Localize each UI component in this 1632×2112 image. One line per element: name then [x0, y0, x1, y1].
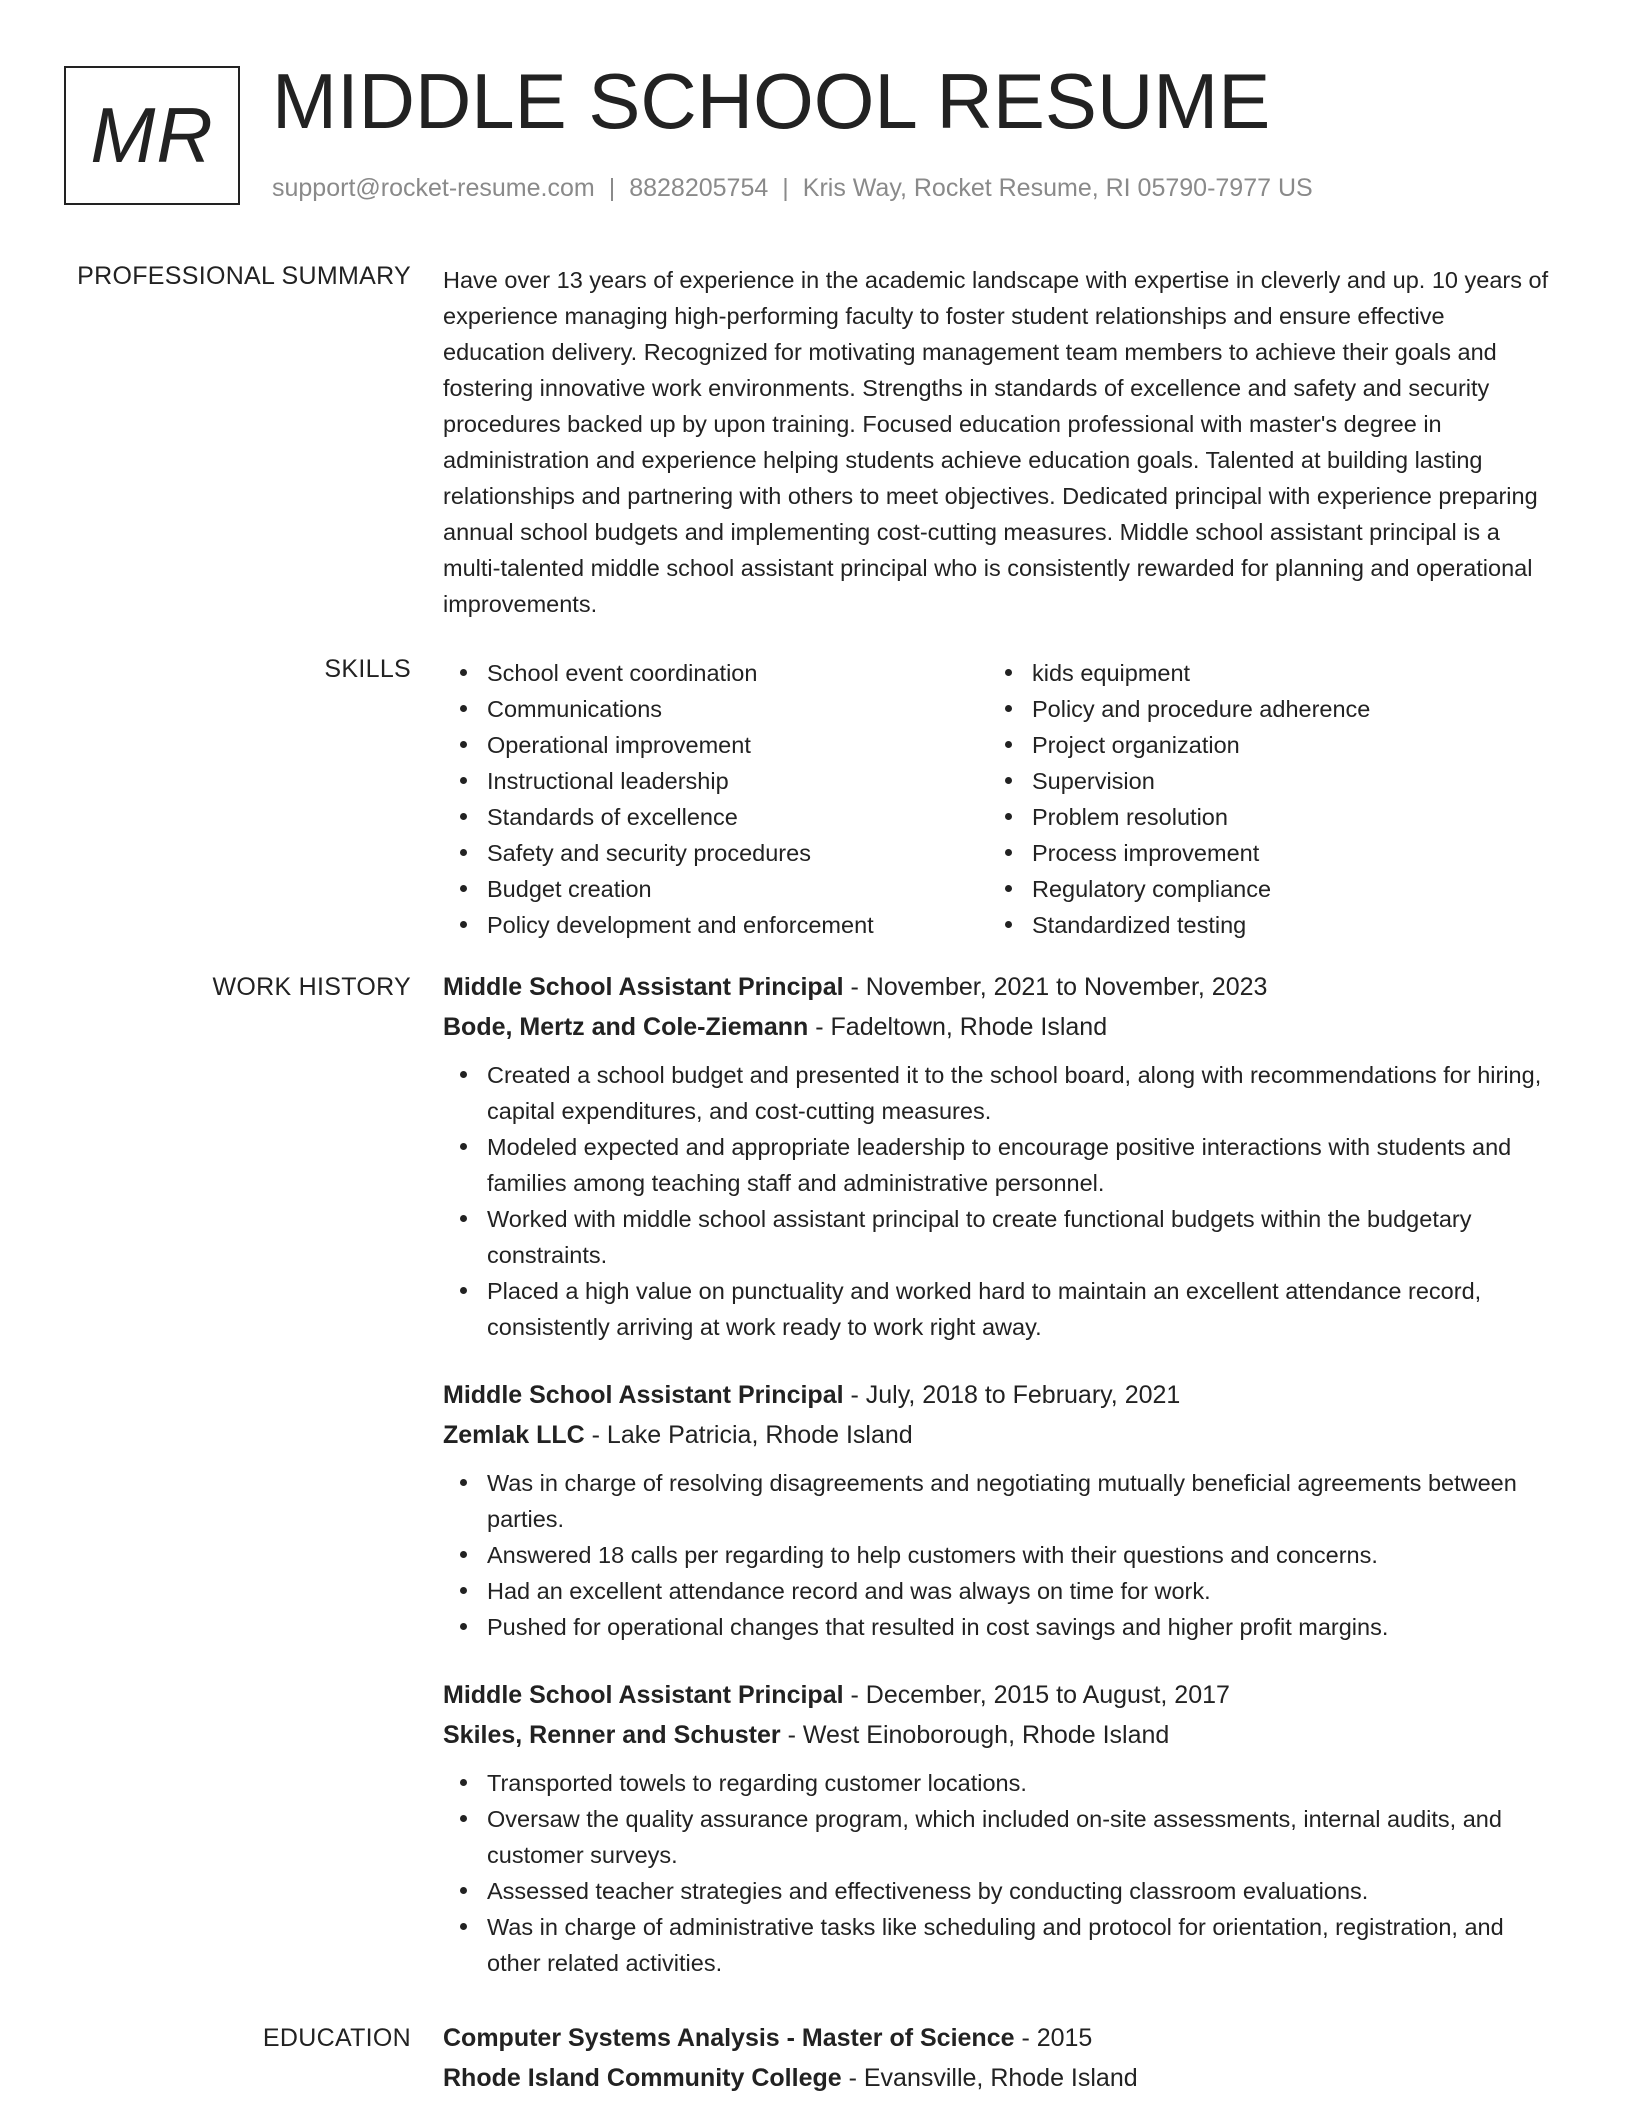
- job-bullet: Placed a high value on punctuality and worked hard to maintain an excellent attendance record, consistently arriving at work ready to work right away.: [443, 1273, 1551, 1345]
- job-bullets: [443, 1057, 1551, 1345]
- job-company-line: Bode, Mertz and Cole-Ziemann - Fadeltown, Rhode Island: [443, 1013, 1108, 1041]
- job-location: West Einoborough, Rhode Island: [802, 1721, 1170, 1749]
- skill-item: Standards of excellence: [443, 799, 988, 835]
- summary-text: Have over 13 years of experience in the academic landscape with expertise in cleverly and up. 10 years of experience managing high-performing faculty to foster student relationships and ensure effective education delivery. Recognized for motivating management team members to achieve their goals and fostering innovative work environments. Strengths in standards of excellence and safety and security procedures backed up by upon training. Focused education professional with master's degree in administration and experience helping students achieve education goals. Talented at building lasting relationships and partnering with others to meet objectives. Dedicated principal with experience preparing annual school budgets and implementing cost-cutting measures. Middle school assistant principal is a multi-talented middle school assistant principal who is consistently rewarded for planning and operational improvements.: [443, 267, 1549, 617]
- job-bullet: Was in charge of resolving disagreements and negotiating mutually beneficial agreements between parties.: [443, 1465, 1551, 1537]
- job-company: Bode, Mertz and Cole-Ziemann: [443, 1013, 809, 1041]
- job-dates: December, 2015 to August, 2017: [865, 1681, 1230, 1709]
- skill-item: Standardized testing: [988, 907, 1533, 943]
- job-bullet: Modeled expected and appropriate leadership to encourage positive interactions with students and families among teaching staff and administrative personnel.: [443, 1129, 1551, 1201]
- job-bullet: Created a school budget and presented it to the school board, along with recommendations for hiring, capital expenditures, and cost-cutting measures.: [443, 1057, 1551, 1129]
- job-company-line: Zemlak LLC - Lake Patricia, Rhode Island: [443, 1421, 913, 1449]
- job-bullets: [443, 1465, 1551, 1645]
- contact-address: Kris Way, Rocket Resume, RI 05790-7977 US: [802, 174, 1313, 202]
- job-title: Middle School Assistant Principal: [443, 1381, 844, 1409]
- work-history-heading: WORK HISTORY: [212, 973, 411, 1001]
- skills-body: [443, 655, 1551, 943]
- education-heading: EDUCATION: [262, 2024, 411, 2052]
- job-bullet: Transported towels to regarding customer locations.: [443, 1765, 1551, 1801]
- job-bullet: Worked with middle school assistant principal to create functional budgets within the budgetary constraints.: [443, 1201, 1551, 1273]
- job-dates: July, 2018 to February, 2021: [865, 1381, 1181, 1409]
- skill-item: Project organization: [988, 727, 1533, 763]
- skill-item: Policy and procedure adherence: [988, 691, 1533, 727]
- skill-item: Regulatory compliance: [988, 871, 1533, 907]
- job-entry: [443, 967, 1551, 1345]
- education-school-line: Rhode Island Community College - Evansville, Rhode Island: [443, 2064, 1138, 2092]
- skills-list-left: [443, 655, 988, 943]
- contact-phone: 8828205754: [629, 174, 769, 202]
- job-bullet: Oversaw the quality assurance program, which included on-site assessments, internal audits, and customer surveys.: [443, 1801, 1551, 1873]
- monogram-box: [64, 66, 240, 205]
- job-company-line: Skiles, Renner and Schuster - West Einoborough, Rhode Island: [443, 1721, 1170, 1749]
- monogram-initials: MR: [90, 91, 214, 179]
- job-bullet: Answered 18 calls per regarding to help customers with their questions and concerns.: [443, 1537, 1551, 1573]
- job-entry: [443, 1675, 1551, 1981]
- job-title: Middle School Assistant Principal: [443, 1681, 844, 1709]
- education-body: [443, 2018, 1551, 2098]
- education-degree-line: Computer Systems Analysis - Master of Science - 2015: [443, 2024, 1093, 2052]
- skill-item: Problem resolution: [988, 799, 1533, 835]
- job-company: Skiles, Renner and Schuster: [443, 1721, 781, 1749]
- skill-item: School event coordination: [443, 655, 988, 691]
- job-bullet: Had an excellent attendance record and was always on time for work.: [443, 1573, 1551, 1609]
- job-dates: November, 2021 to November, 2023: [865, 973, 1268, 1001]
- skill-item: Supervision: [988, 763, 1533, 799]
- skill-item: Safety and security procedures: [443, 835, 988, 871]
- job-bullet: Assessed teacher strategies and effectiveness by conducting classroom evaluations.: [443, 1873, 1551, 1909]
- education-year: 2015: [1036, 2024, 1093, 2052]
- job-company: Zemlak LLC: [443, 1421, 585, 1449]
- contact-separator: |: [608, 174, 616, 202]
- education-school: Rhode Island Community College: [443, 2064, 842, 2092]
- work-history-body: [443, 967, 1551, 2011]
- job-location: Lake Patricia, Rhode Island: [606, 1421, 913, 1449]
- contact-email: support@rocket-resume.com: [272, 174, 595, 202]
- summary-body: [443, 262, 1551, 622]
- summary-heading: PROFESSIONAL SUMMARY: [77, 262, 411, 290]
- job-title-line: Middle School Assistant Principal - December, 2015 to August, 2017: [443, 1681, 1230, 1709]
- skills-heading: SKILLS: [324, 655, 411, 683]
- skill-item: kids equipment: [988, 655, 1533, 691]
- resume-title: MIDDLE SCHOOL RESUME: [272, 57, 1271, 145]
- skill-item: Instructional leadership: [443, 763, 988, 799]
- job-title-line: Middle School Assistant Principal - November, 2021 to November, 2023: [443, 973, 1268, 1001]
- education-location: Evansville, Rhode Island: [863, 2064, 1138, 2092]
- job-bullet: Was in charge of administrative tasks like scheduling and protocol for orientation, registration, and other related activities.: [443, 1909, 1551, 1981]
- job-title-line: Middle School Assistant Principal - July, 2018 to February, 2021: [443, 1381, 1181, 1409]
- job-title: Middle School Assistant Principal: [443, 973, 844, 1001]
- skill-item: Policy development and enforcement: [443, 907, 988, 943]
- skill-item: Budget creation: [443, 871, 988, 907]
- job-bullets: [443, 1765, 1551, 1981]
- skills-list-right: [988, 655, 1533, 943]
- contact-line: [272, 174, 1313, 203]
- skill-item: Operational improvement: [443, 727, 988, 763]
- contact-separator: |: [782, 174, 789, 202]
- job-entry: [443, 1375, 1551, 1645]
- education-degree: Computer Systems Analysis - Master of Science: [443, 2024, 1015, 2052]
- job-bullet: Pushed for operational changes that resulted in cost savings and higher profit margins.: [443, 1609, 1551, 1645]
- skill-item: Process improvement: [988, 835, 1533, 871]
- job-location: Fadeltown, Rhode Island: [830, 1013, 1108, 1041]
- skill-item: Communications: [443, 691, 988, 727]
